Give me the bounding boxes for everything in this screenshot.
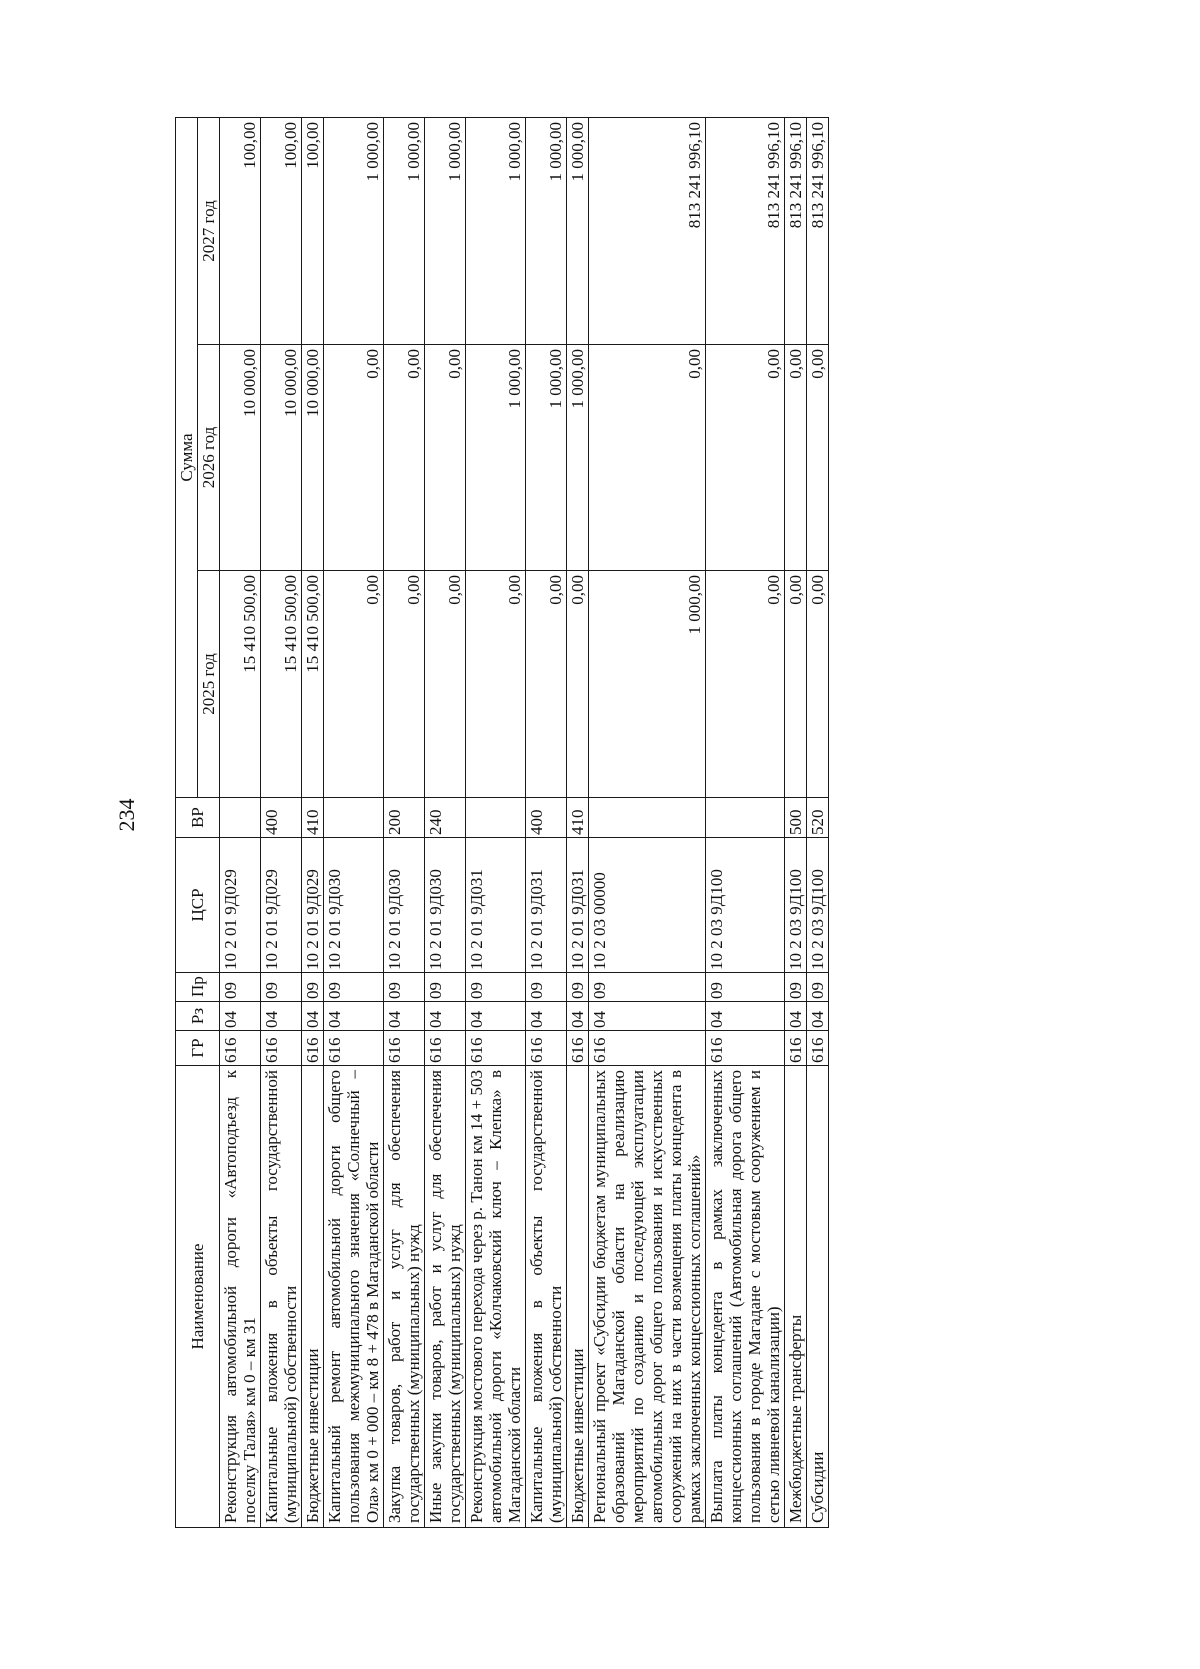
cell-vr: 200 <box>384 798 425 838</box>
header-row-1 <box>176 118 198 1528</box>
cell-rz: 04 <box>324 1002 384 1031</box>
cell-2025: 15 410 500,00 <box>302 571 324 798</box>
cell-csr: 10 2 01 9Д029 <box>261 838 302 973</box>
cell-2025: 1 000,00 <box>589 571 706 798</box>
cell-2027: 100,00 <box>220 118 261 345</box>
header-gr: ГР <box>176 1031 220 1066</box>
cell-csr: 10 2 03 9Д100 <box>706 838 785 973</box>
cell-gr: 616 <box>589 1031 706 1066</box>
cell-pr: 09 <box>589 973 706 1002</box>
cell-gr: 616 <box>261 1031 302 1066</box>
cell-2025: 0,00 <box>466 571 526 798</box>
budget-table-container <box>175 118 1030 1528</box>
cell-2025: 15 410 500,00 <box>261 571 302 798</box>
cell-pr: 09 <box>384 973 425 1002</box>
cell-2027: 1 000,00 <box>526 118 567 345</box>
cell-gr: 616 <box>526 1031 567 1066</box>
cell-name: Выплата платы концедента в рамках заключенных концессионных соглашений (Автомобильная дорога общего пользования в городе Магадане с мостовым сооружением и сетью ливневой канализации) <box>706 1066 785 1528</box>
cell-pr: 09 <box>785 973 807 1002</box>
cell-2027: 813 241 996,10 <box>589 118 706 345</box>
table-row <box>785 118 807 1528</box>
cell-csr: 10 2 01 9Д031 <box>526 838 567 973</box>
cell-gr: 616 <box>466 1031 526 1066</box>
cell-2027: 1 000,00 <box>425 118 466 345</box>
cell-name: Капитальный ремонт автомобильной дороги общего пользования межмуниципального значения «Солнечный – Ола» км 0 + 000 – км 8 + 478 в Магаданской области <box>324 1066 384 1528</box>
cell-pr: 09 <box>302 973 324 1002</box>
cell-pr: 09 <box>807 973 829 1002</box>
header-sum: Сумма <box>176 118 198 798</box>
cell-csr: 10 2 01 9Д031 <box>466 838 526 973</box>
header-rz: Рз <box>176 1002 220 1031</box>
cell-gr: 616 <box>567 1031 589 1066</box>
cell-2025: 15 410 500,00 <box>220 571 261 798</box>
table-row <box>324 118 384 1528</box>
cell-vr <box>706 798 785 838</box>
cell-vr: 520 <box>807 798 829 838</box>
cell-vr <box>589 798 706 838</box>
cell-2025: 0,00 <box>706 571 785 798</box>
cell-2026: 10 000,00 <box>261 345 302 571</box>
page-number: 234 <box>114 798 139 832</box>
cell-vr <box>220 798 261 838</box>
cell-name: Иные закупки товаров, работ и услуг для обеспечения государственных (муниципальных) нужд <box>425 1066 466 1528</box>
table-row <box>302 118 324 1528</box>
cell-rz: 04 <box>807 1002 829 1031</box>
table-row <box>261 118 302 1528</box>
cell-gr: 616 <box>324 1031 384 1066</box>
cell-2026: 0,00 <box>384 345 425 571</box>
cell-name: Закупка товаров, работ и услуг для обеспечения государственных (муниципальных) нужд <box>384 1066 425 1528</box>
cell-name: Капитальные вложения в объекты государственной (муниципальной) собственности <box>261 1066 302 1528</box>
header-year-2026: 2026 год <box>198 345 220 571</box>
cell-2026: 0,00 <box>785 345 807 571</box>
cell-2027: 100,00 <box>261 118 302 345</box>
cell-2026: 0,00 <box>807 345 829 571</box>
cell-2027: 1 000,00 <box>384 118 425 345</box>
table-row <box>425 118 466 1528</box>
cell-csr: 10 2 01 9Д029 <box>302 838 324 973</box>
cell-vr: 400 <box>261 798 302 838</box>
cell-rz: 04 <box>261 1002 302 1031</box>
table-row <box>567 118 589 1528</box>
cell-name: Капитальные вложения в объекты государственной (муниципальной) собственности <box>526 1066 567 1528</box>
cell-vr <box>324 798 384 838</box>
cell-2025: 0,00 <box>425 571 466 798</box>
cell-vr: 410 <box>302 798 324 838</box>
cell-csr: 10 2 03 00000 <box>589 838 706 973</box>
cell-pr: 09 <box>567 973 589 1002</box>
cell-2027: 813 241 996,10 <box>706 118 785 345</box>
cell-2027: 1 000,00 <box>324 118 384 345</box>
cell-csr: 10 2 01 9Д030 <box>425 838 466 973</box>
cell-2025: 0,00 <box>526 571 567 798</box>
cell-csr: 10 2 03 9Д100 <box>785 838 807 973</box>
cell-2027: 1 000,00 <box>567 118 589 345</box>
cell-2026: 1 000,00 <box>526 345 567 571</box>
cell-rz: 04 <box>589 1002 706 1031</box>
cell-gr: 616 <box>302 1031 324 1066</box>
cell-name: Региональный проект «Субсидии бюджетам муниципальных образований Магаданской области на реализацию мероприятий по созданию и последующей эксплуатации автомобильных дорог общего пользования и искусственных сооружений на них в части возмещения платы концедента в рамках заключенных концессионных соглашений» <box>589 1066 706 1528</box>
cell-2026: 0,00 <box>324 345 384 571</box>
cell-gr: 616 <box>384 1031 425 1066</box>
cell-name: Бюджетные инвестиции <box>302 1066 324 1528</box>
cell-csr: 10 2 01 9Д030 <box>324 838 384 973</box>
cell-rz: 04 <box>466 1002 526 1031</box>
cell-rz: 04 <box>567 1002 589 1031</box>
cell-2026: 0,00 <box>425 345 466 571</box>
cell-vr: 400 <box>526 798 567 838</box>
cell-2026: 0,00 <box>706 345 785 571</box>
header-csr: ЦСР <box>176 838 220 973</box>
cell-csr: 10 2 01 9Д031 <box>567 838 589 973</box>
cell-rz: 04 <box>785 1002 807 1031</box>
cell-name: Бюджетные инвестиции <box>567 1066 589 1528</box>
cell-2027: 1 000,00 <box>466 118 526 345</box>
header-year-2027: 2027 год <box>198 118 220 345</box>
cell-rz: 04 <box>302 1002 324 1031</box>
cell-gr: 616 <box>785 1031 807 1066</box>
cell-2026: 10 000,00 <box>302 345 324 571</box>
cell-name: Межбюджетные трансферты <box>785 1066 807 1528</box>
table-body <box>220 118 829 1528</box>
header-year-2025: 2025 год <box>198 571 220 798</box>
cell-2025: 0,00 <box>807 571 829 798</box>
cell-rz: 04 <box>526 1002 567 1031</box>
cell-2026: 0,00 <box>589 345 706 571</box>
table-row <box>384 118 425 1528</box>
cell-2027: 813 241 996,10 <box>807 118 829 345</box>
cell-pr: 09 <box>706 973 785 1002</box>
table-row <box>807 118 829 1528</box>
cell-2025: 0,00 <box>567 571 589 798</box>
header-pr: Пр <box>176 973 220 1002</box>
cell-pr: 09 <box>526 973 567 1002</box>
cell-rz: 04 <box>425 1002 466 1031</box>
cell-2026: 1 000,00 <box>466 345 526 571</box>
cell-rz: 04 <box>384 1002 425 1031</box>
cell-pr: 09 <box>324 973 384 1002</box>
cell-csr: 10 2 03 9Д100 <box>807 838 829 973</box>
table-row <box>526 118 567 1528</box>
cell-csr: 10 2 01 9Д030 <box>384 838 425 973</box>
cell-pr: 09 <box>425 973 466 1002</box>
cell-vr: 240 <box>425 798 466 838</box>
cell-name: Реконструкция автомобильной дороги «Автоподъезд к поселку Талая» км 0 – км 31 <box>220 1066 261 1528</box>
cell-2025: 0,00 <box>785 571 807 798</box>
cell-2026: 1 000,00 <box>567 345 589 571</box>
cell-gr: 616 <box>425 1031 466 1066</box>
cell-2025: 0,00 <box>384 571 425 798</box>
cell-gr: 616 <box>220 1031 261 1066</box>
cell-pr: 09 <box>261 973 302 1002</box>
cell-vr <box>466 798 526 838</box>
cell-2027: 100,00 <box>302 118 324 345</box>
cell-csr: 10 2 01 9Д029 <box>220 838 261 973</box>
header-name: Наименование <box>176 1066 220 1528</box>
cell-pr: 09 <box>466 973 526 1002</box>
cell-name: Реконструкция мостового перехода через р. Танон км 14 + 503 автомобильной дороги «Колчаковский ключ – Клепка» в Магаданской области <box>466 1066 526 1528</box>
cell-2026: 10 000,00 <box>220 345 261 571</box>
table-row <box>706 118 785 1528</box>
cell-gr: 616 <box>807 1031 829 1066</box>
header-vr: ВР <box>176 798 220 838</box>
cell-2025: 0,00 <box>324 571 384 798</box>
cell-pr: 09 <box>220 973 261 1002</box>
table-row <box>466 118 526 1528</box>
cell-rz: 04 <box>220 1002 261 1031</box>
cell-gr: 616 <box>706 1031 785 1066</box>
cell-rz: 04 <box>706 1002 785 1031</box>
table-row <box>220 118 261 1528</box>
cell-vr: 500 <box>785 798 807 838</box>
table-row <box>589 118 706 1528</box>
cell-name: Субсидии <box>807 1066 829 1528</box>
cell-vr: 410 <box>567 798 589 838</box>
budget-table <box>175 117 829 1528</box>
cell-2027: 813 241 996,10 <box>785 118 807 345</box>
